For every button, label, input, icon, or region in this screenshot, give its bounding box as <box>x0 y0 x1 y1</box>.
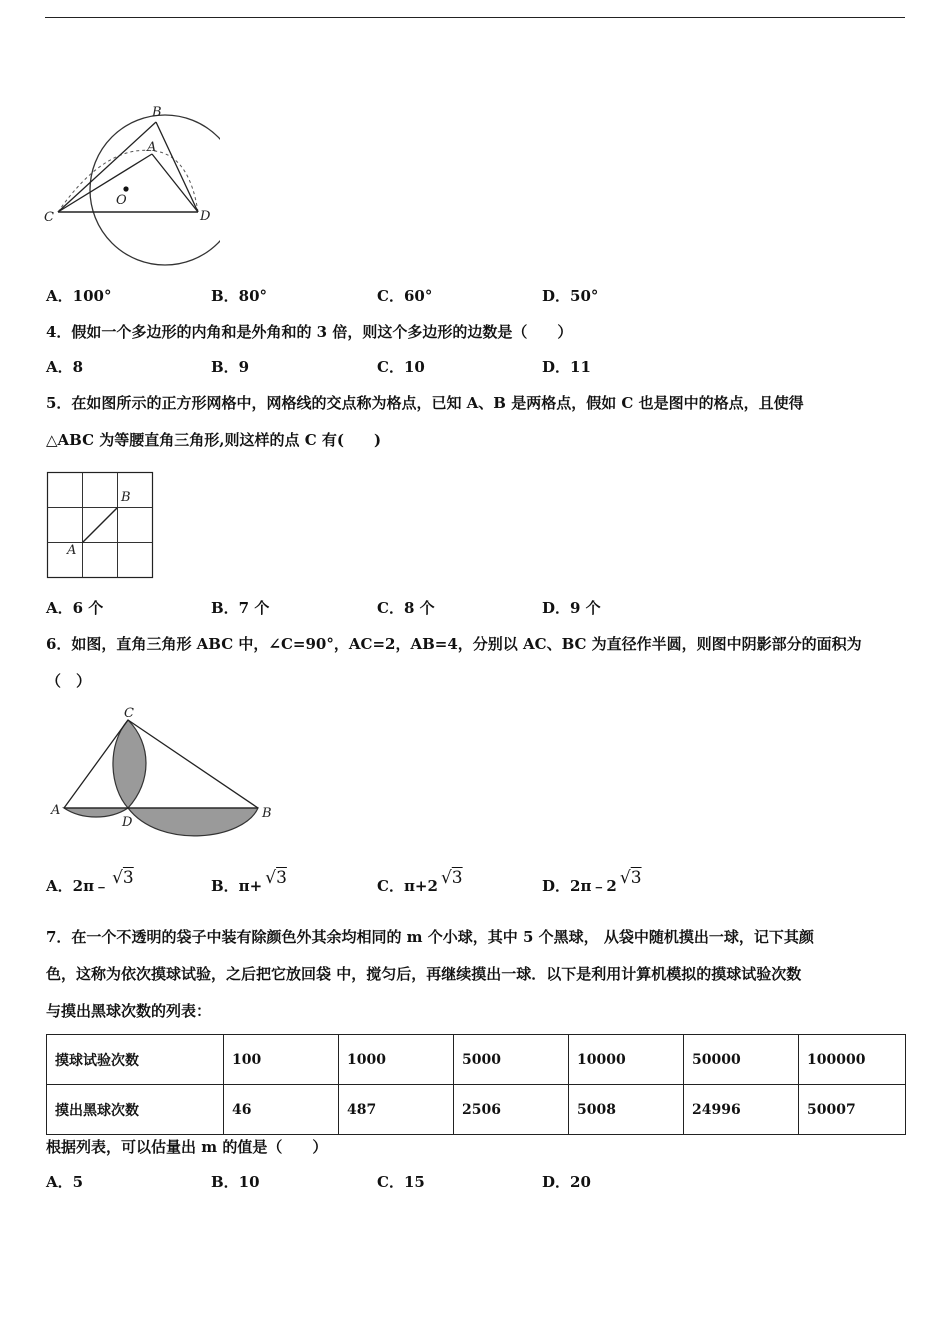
table-cell: 50000 <box>684 1035 799 1085</box>
radicand: 3 <box>276 868 287 888</box>
label-a: A <box>51 803 61 818</box>
radical-sign: √ <box>619 868 631 888</box>
q4-option-d: D．11 <box>542 358 591 376</box>
center-point-o <box>123 186 128 191</box>
q3-option-b: B．80° <box>211 287 268 305</box>
option-text: C．π+2 <box>377 877 438 895</box>
sqrt-expression <box>265 868 287 888</box>
label-b: B <box>121 490 131 505</box>
label-c: C <box>124 706 134 721</box>
sqrt-expression <box>112 868 134 888</box>
q5-stem-line1: 5．在如图所示的正方形网格中，网格线的交点称为格点，已知 A、B 是两格点，假如 C 也是图中的格点，且使得 <box>46 394 804 412</box>
table-cell: 100000 <box>799 1035 906 1085</box>
table-cell: 487 <box>339 1085 454 1135</box>
q4-option-a: A．8 <box>46 358 84 376</box>
q4-option-b: B．9 <box>211 358 250 376</box>
option-text: D．2π﹣2 <box>542 877 617 895</box>
radical-sign: √ <box>440 868 452 888</box>
q7-option-d: D．20 <box>542 1173 591 1191</box>
q7-stem-line2: 色，这称为依次摸球试验，之后把它放回袋 中，搅匀后，再继续摸出一球．以下是利用计算机模拟的摸球试验次数 <box>46 965 802 983</box>
q5-grid-figure <box>45 470 157 580</box>
q7-stem-line1: 7．在一个不透明的袋子中装有除颜色外其余均相同的 m 个小球，其中 5 个黑球， 从袋中随机摸出一球，记下其颜 <box>46 928 814 946</box>
table-cell: 100 <box>224 1035 339 1085</box>
table-cell: 10000 <box>569 1035 684 1085</box>
q7-question: 根据列表，可以估量出 m 的值是（ ） <box>46 1138 328 1156</box>
label-d: D <box>122 815 133 830</box>
option-text: B．π+ <box>211 877 263 895</box>
segment-ab <box>83 508 118 543</box>
dashed-arc <box>58 150 198 212</box>
label-a: A <box>147 140 157 155</box>
table-cell: 50007 <box>799 1085 906 1135</box>
q6-option-d <box>542 868 642 896</box>
q6-triangle-figure <box>48 702 278 852</box>
radical-sign: √ <box>112 868 123 888</box>
table-cell: 46 <box>224 1085 339 1135</box>
q6-option-a <box>46 868 134 896</box>
table-cell: 1000 <box>339 1035 454 1085</box>
q3-option-c: C．60° <box>377 287 433 305</box>
q3-option-a: A．100° <box>46 287 112 305</box>
table-cell: 5000 <box>454 1035 569 1085</box>
sqrt-expression <box>620 868 642 888</box>
q7-option-a: A．5 <box>46 1173 84 1191</box>
q4-stem: 4．假如一个多边形的内角和是外角和的 3 倍，则这个多边形的边数是（ ） <box>46 323 573 341</box>
q5-option-d: D．9 个 <box>542 599 601 617</box>
label-d: D <box>200 209 211 224</box>
shaded-region-ad <box>64 808 128 817</box>
q7-stem-line3: 与摸出黑球次数的列表： <box>46 1002 212 1020</box>
label-o: O <box>116 193 127 208</box>
radicand: 3 <box>122 868 134 888</box>
q5-stem-line2: △ABC 为等腰直角三角形,则这样的点 C 有( ) <box>46 431 382 449</box>
q6-option-c <box>377 868 463 896</box>
table-row <box>47 1085 906 1135</box>
q6-option-b <box>211 868 287 896</box>
q6-stem-line1: 6．如图，直角三角形 ABC 中，∠C=90°，AC=2，AB=4，分别以 AC、BC 为直径作半圆，则图中阴影部分的面积为 <box>46 635 862 653</box>
shaded-region-db <box>128 808 258 836</box>
option-text: A．2π﹣ <box>46 877 110 895</box>
radicand: 3 <box>451 868 463 888</box>
table-cell: 2506 <box>454 1085 569 1135</box>
circle-o <box>90 115 220 265</box>
table-cell: 5008 <box>569 1085 684 1135</box>
q5-option-c: C．8 个 <box>377 599 435 617</box>
q3-option-d: D．50° <box>542 287 599 305</box>
q3-circle-figure <box>40 100 220 275</box>
header-rule <box>45 17 905 18</box>
segment-cb <box>128 720 258 808</box>
table-row <box>47 1035 906 1085</box>
q6-stem-line2: （ ） <box>46 672 92 690</box>
radicand: 3 <box>630 868 642 888</box>
label-b: B <box>152 105 162 120</box>
label-b: B <box>262 806 272 821</box>
table-cell: 摸球试验次数 <box>47 1035 224 1085</box>
q5-option-b: B．7 个 <box>211 599 270 617</box>
segment-cb <box>58 122 156 212</box>
table-cell: 24996 <box>684 1085 799 1135</box>
sqrt-expression <box>441 868 463 888</box>
table-cell: 摸出黑球次数 <box>47 1085 224 1135</box>
q5-option-a: A．6 个 <box>46 599 104 617</box>
q7-option-c: C．15 <box>377 1173 425 1191</box>
q7-data-table <box>46 1034 906 1135</box>
q7-option-b: B．10 <box>211 1173 260 1191</box>
q4-option-c: C．10 <box>377 358 425 376</box>
label-c: C <box>44 210 54 225</box>
label-a: A <box>67 543 77 558</box>
radical-sign: √ <box>265 868 277 888</box>
